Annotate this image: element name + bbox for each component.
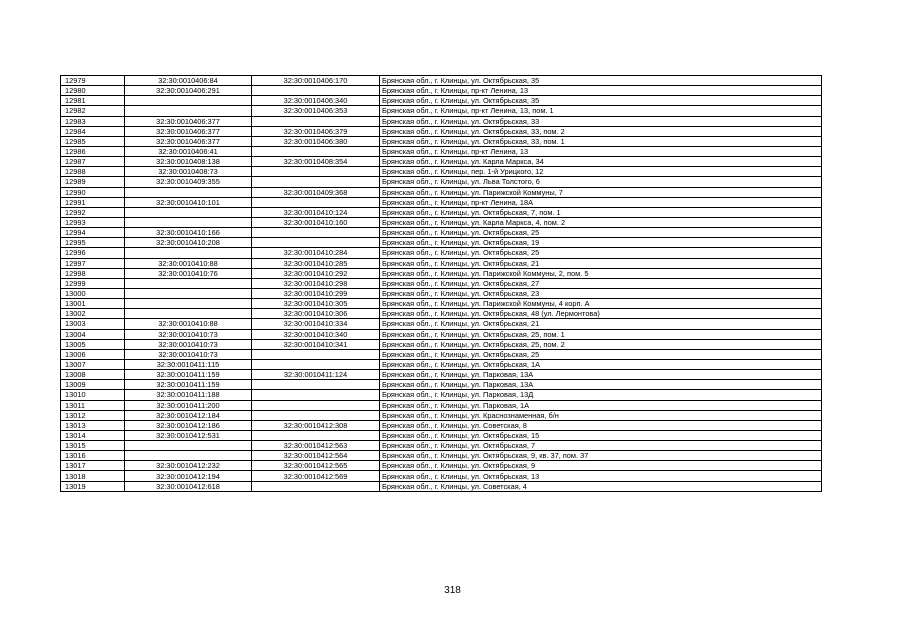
table-row: [61, 177, 822, 187]
land-cadastral-number-cell: 32:30:0010410:76: [125, 268, 252, 278]
building-cadastral-number-cell: 32:30:0010412:569: [252, 471, 380, 481]
building-cadastral-number-cell: 32:30:0010406:353: [252, 106, 380, 116]
record-number-cell: 12999: [61, 278, 125, 288]
address-cell: Брянская обл., г. Клинцы, ул. Октябрьская, 7: [380, 441, 822, 451]
record-number-cell: 13001: [61, 299, 125, 309]
record-number-cell: 13019: [61, 481, 125, 491]
record-number-cell: 12979: [61, 76, 125, 86]
record-number-cell: 12982: [61, 106, 125, 116]
address-cell: Брянская обл., г. Клинцы, ул. Советская, 8: [380, 420, 822, 430]
land-cadastral-number-cell: 32:30:0010408:138: [125, 157, 252, 167]
table-row: [61, 430, 822, 440]
table-row: [61, 86, 822, 96]
address-cell: Брянская обл., г. Клинцы, ул. Октябрьская, 7, пом. 1: [380, 207, 822, 217]
record-number-cell: 13013: [61, 420, 125, 430]
record-number-cell: 12980: [61, 86, 125, 96]
address-cell: Брянская обл., г. Клинцы, ул. Октябрьская, 9: [380, 461, 822, 471]
table-row: [61, 217, 822, 227]
land-cadastral-number-cell: [125, 248, 252, 258]
table-row: [61, 339, 822, 349]
table-row: [61, 410, 822, 420]
table-row: [61, 238, 822, 248]
land-cadastral-number-cell: 32:30:0010412:186: [125, 420, 252, 430]
address-cell: Брянская обл., г. Клинцы, пр-кт Ленина, 13: [380, 86, 822, 96]
land-cadastral-number-cell: [125, 187, 252, 197]
building-cadastral-number-cell: 32:30:0010406:340: [252, 96, 380, 106]
land-cadastral-number-cell: 32:30:0010408:73: [125, 167, 252, 177]
building-cadastral-number-cell: 32:30:0010410:284: [252, 248, 380, 258]
building-cadastral-number-cell: [252, 146, 380, 156]
record-number-cell: 12985: [61, 136, 125, 146]
address-cell: Брянская обл., г. Клинцы, ул. Октябрьская, 13: [380, 471, 822, 481]
record-number-cell: 12997: [61, 258, 125, 268]
table-row: [61, 309, 822, 319]
building-cadastral-number-cell: 32:30:0010412:563: [252, 441, 380, 451]
land-cadastral-number-cell: [125, 299, 252, 309]
record-number-cell: 13012: [61, 410, 125, 420]
land-cadastral-number-cell: [125, 207, 252, 217]
table-row: [61, 329, 822, 339]
building-cadastral-number-cell: 32:30:0010410:160: [252, 217, 380, 227]
table-row: [61, 299, 822, 309]
building-cadastral-number-cell: [252, 349, 380, 359]
record-number-cell: 13018: [61, 471, 125, 481]
table-row: [61, 157, 822, 167]
record-number-cell: 12987: [61, 157, 125, 167]
table-row: [61, 167, 822, 177]
record-number-cell: 12983: [61, 116, 125, 126]
address-cell: Брянская обл., г. Клинцы, пр-кт Ленина, 13, пом. 1: [380, 106, 822, 116]
land-cadastral-number-cell: 32:30:0010410:101: [125, 197, 252, 207]
record-number-cell: 12989: [61, 177, 125, 187]
building-cadastral-number-cell: 32:30:0010410:334: [252, 319, 380, 329]
building-cadastral-number-cell: [252, 238, 380, 248]
address-cell: Брянская обл., г. Клинцы, ул. Октябрьская, 27: [380, 278, 822, 288]
record-number-cell: 13011: [61, 400, 125, 410]
building-cadastral-number-cell: [252, 359, 380, 369]
address-cell: Брянская обл., г. Клинцы, ул. Октябрьская, 25, пом. 2: [380, 339, 822, 349]
building-cadastral-number-cell: 32:30:0010412:564: [252, 451, 380, 461]
table-row: [61, 359, 822, 369]
land-cadastral-number-cell: 32:30:0010406:377: [125, 126, 252, 136]
building-cadastral-number-cell: [252, 390, 380, 400]
address-cell: Брянская обл., г. Клинцы, ул. Парковая, 13Д: [380, 390, 822, 400]
table-row: [61, 420, 822, 430]
land-cadastral-number-cell: 32:30:0010410:88: [125, 319, 252, 329]
land-cadastral-number-cell: 32:30:0010406:377: [125, 116, 252, 126]
table-row: [61, 248, 822, 258]
land-cadastral-number-cell: 32:30:0010412:184: [125, 410, 252, 420]
land-cadastral-number-cell: 32:30:0010406:41: [125, 146, 252, 156]
building-cadastral-number-cell: [252, 400, 380, 410]
table-row: [61, 471, 822, 481]
record-number-cell: 13003: [61, 319, 125, 329]
table-row: [61, 288, 822, 298]
table-row: [61, 258, 822, 268]
address-cell: Брянская обл., г. Клинцы, пер. 1-й Урицкого, 12: [380, 167, 822, 177]
record-number-cell: 13002: [61, 309, 125, 319]
land-cadastral-number-cell: 32:30:0010410:88: [125, 258, 252, 268]
address-cell: Брянская обл., г. Клинцы, ул. Октябрьская, 9, кв. 37, пом. 37: [380, 451, 822, 461]
address-cell: Брянская обл., г. Клинцы, ул. Октябрьская, 33: [380, 116, 822, 126]
building-cadastral-number-cell: [252, 197, 380, 207]
address-cell: Брянская обл., г. Клинцы, ул. Парковая, 13А: [380, 380, 822, 390]
land-cadastral-number-cell: 32:30:0010406:291: [125, 86, 252, 96]
building-cadastral-number-cell: [252, 86, 380, 96]
building-cadastral-number-cell: 32:30:0010410:285: [252, 258, 380, 268]
address-cell: Брянская обл., г. Клинцы, ул. Парковая, 13А: [380, 370, 822, 380]
building-cadastral-number-cell: [252, 177, 380, 187]
address-cell: Брянская обл., г. Клинцы, ул. Парижской Коммуны, 2, пом. 5: [380, 268, 822, 278]
table-body: [61, 76, 822, 492]
building-cadastral-number-cell: [252, 380, 380, 390]
record-number-cell: 13000: [61, 288, 125, 298]
address-cell: Брянская обл., г. Клинцы, пр-кт Ленина, 13: [380, 146, 822, 156]
land-cadastral-number-cell: [125, 96, 252, 106]
address-cell: Брянская обл., г. Клинцы, ул. Октябрьская, 25: [380, 248, 822, 258]
land-cadastral-number-cell: 32:30:0010410:208: [125, 238, 252, 248]
land-cadastral-number-cell: 32:30:0010406:377: [125, 136, 252, 146]
record-number-cell: 12996: [61, 248, 125, 258]
table-row: [61, 481, 822, 491]
land-cadastral-number-cell: 32:30:0010412:232: [125, 461, 252, 471]
building-cadastral-number-cell: [252, 228, 380, 238]
record-number-cell: 13009: [61, 380, 125, 390]
record-number-cell: 12994: [61, 228, 125, 238]
page-number: 318: [444, 585, 461, 596]
building-cadastral-number-cell: [252, 481, 380, 491]
building-cadastral-number-cell: 32:30:0010411:124: [252, 370, 380, 380]
address-cell: Брянская обл., г. Клинцы, ул. Краснознаменная, б/н: [380, 410, 822, 420]
address-cell: Брянская обл., г. Клинцы, ул. Октябрьская, 33, пом. 2: [380, 126, 822, 136]
building-cadastral-number-cell: 32:30:0010412:565: [252, 461, 380, 471]
table-row: [61, 441, 822, 451]
record-number-cell: 12993: [61, 217, 125, 227]
land-cadastral-number-cell: 32:30:0010406:84: [125, 76, 252, 86]
record-number-cell: 13005: [61, 339, 125, 349]
land-cadastral-number-cell: 32:30:0010411:188: [125, 390, 252, 400]
land-cadastral-number-cell: 32:30:0010412:194: [125, 471, 252, 481]
land-cadastral-number-cell: 32:30:0010411:115: [125, 359, 252, 369]
record-number-cell: 12986: [61, 146, 125, 156]
record-number-cell: 13004: [61, 329, 125, 339]
land-cadastral-number-cell: [125, 106, 252, 116]
address-cell: Брянская обл., г. Клинцы, ул. Октябрьская, 48 (ул. Лермонтова): [380, 309, 822, 319]
address-cell: Брянская обл., г. Клинцы, ул. Октябрьская, 19: [380, 238, 822, 248]
table-row: [61, 96, 822, 106]
record-number-cell: 12998: [61, 268, 125, 278]
record-number-cell: 12981: [61, 96, 125, 106]
table-row: [61, 319, 822, 329]
table-row: [61, 207, 822, 217]
building-cadastral-number-cell: 32:30:0010410:341: [252, 339, 380, 349]
address-cell: Брянская обл., г. Клинцы, ул. Карла Маркса, 4, пом. 2: [380, 217, 822, 227]
record-number-cell: 13007: [61, 359, 125, 369]
table-row: [61, 451, 822, 461]
record-number-cell: 13010: [61, 390, 125, 400]
building-cadastral-number-cell: 32:30:0010410:299: [252, 288, 380, 298]
table-row: [61, 370, 822, 380]
address-cell: Брянская обл., г. Клинцы, ул. Октябрьская, 23: [380, 288, 822, 298]
record-number-cell: 13014: [61, 430, 125, 440]
table-row: [61, 116, 822, 126]
land-cadastral-number-cell: [125, 278, 252, 288]
record-number-cell: 12984: [61, 126, 125, 136]
record-number-cell: 12991: [61, 197, 125, 207]
land-cadastral-number-cell: [125, 217, 252, 227]
building-cadastral-number-cell: [252, 410, 380, 420]
table-row: [61, 228, 822, 238]
record-number-cell: 13016: [61, 451, 125, 461]
land-cadastral-number-cell: 32:30:0010410:166: [125, 228, 252, 238]
address-cell: Брянская обл., г. Клинцы, ул. Октябрьская, 35: [380, 76, 822, 86]
land-cadastral-number-cell: 32:30:0010411:200: [125, 400, 252, 410]
address-cell: Брянская обл., г. Клинцы, ул. Октябрьская, 21: [380, 258, 822, 268]
address-cell: Брянская обл., г. Клинцы, ул. Парковая, 1А: [380, 400, 822, 410]
address-cell: Брянская обл., г. Клинцы, ул. Карла Маркса, 34: [380, 157, 822, 167]
address-cell: Брянская обл., г. Клинцы, ул. Парижской Коммуны, 7: [380, 187, 822, 197]
record-number-cell: 13006: [61, 349, 125, 359]
building-cadastral-number-cell: [252, 430, 380, 440]
address-cell: Брянская обл., г. Клинцы, ул. Советская, 4: [380, 481, 822, 491]
table-row: [61, 390, 822, 400]
land-cadastral-number-cell: 32:30:0010410:73: [125, 329, 252, 339]
table-row: [61, 278, 822, 288]
address-cell: Брянская обл., г. Клинцы, ул. Октябрьская, 25: [380, 228, 822, 238]
building-cadastral-number-cell: 32:30:0010410:124: [252, 207, 380, 217]
building-cadastral-number-cell: 32:30:0010410:298: [252, 278, 380, 288]
table-row: [61, 76, 822, 86]
building-cadastral-number-cell: 32:30:0010408:354: [252, 157, 380, 167]
table-row: [61, 197, 822, 207]
building-cadastral-number-cell: 32:30:0010406:380: [252, 136, 380, 146]
address-cell: Брянская обл., г. Клинцы, ул. Парижской Коммуны, 4 корп. А: [380, 299, 822, 309]
table-row: [61, 126, 822, 136]
land-cadastral-number-cell: 32:30:0010410:73: [125, 339, 252, 349]
table-row: [61, 268, 822, 278]
land-cadastral-number-cell: 32:30:0010411:159: [125, 370, 252, 380]
land-cadastral-number-cell: [125, 288, 252, 298]
land-cadastral-number-cell: [125, 309, 252, 319]
land-cadastral-number-cell: 32:30:0010412:618: [125, 481, 252, 491]
address-cell: Брянская обл., г. Клинцы, ул. Октябрьская, 21: [380, 319, 822, 329]
record-number-cell: 13017: [61, 461, 125, 471]
building-cadastral-number-cell: 32:30:0010410:306: [252, 309, 380, 319]
building-cadastral-number-cell: 32:30:0010406:379: [252, 126, 380, 136]
building-cadastral-number-cell: 32:30:0010412:308: [252, 420, 380, 430]
building-cadastral-number-cell: [252, 167, 380, 177]
table-row: [61, 187, 822, 197]
record-number-cell: 12988: [61, 167, 125, 177]
address-cell: Брянская обл., г. Клинцы, ул. Октябрьская, 33, пом. 1: [380, 136, 822, 146]
land-cadastral-number-cell: 32:30:0010411:159: [125, 380, 252, 390]
address-cell: Брянская обл., г. Клинцы, ул. Льва Толстого, 6: [380, 177, 822, 187]
building-cadastral-number-cell: [252, 116, 380, 126]
record-number-cell: 12992: [61, 207, 125, 217]
table-row: [61, 380, 822, 390]
table-row: [61, 461, 822, 471]
land-cadastral-number-cell: [125, 451, 252, 461]
land-cadastral-number-cell: [125, 441, 252, 451]
land-cadastral-number-cell: 32:30:0010410:73: [125, 349, 252, 359]
property-register-table: [60, 75, 822, 492]
record-number-cell: 13008: [61, 370, 125, 380]
address-cell: Брянская обл., г. Клинцы, ул. Октябрьская, 25, пом. 1: [380, 329, 822, 339]
record-number-cell: 13015: [61, 441, 125, 451]
table-row: [61, 136, 822, 146]
table-row: [61, 349, 822, 359]
building-cadastral-number-cell: 32:30:0010410:340: [252, 329, 380, 339]
building-cadastral-number-cell: 32:30:0010410:292: [252, 268, 380, 278]
land-cadastral-number-cell: 32:30:0010409:355: [125, 177, 252, 187]
building-cadastral-number-cell: 32:30:0010410:305: [252, 299, 380, 309]
address-cell: Брянская обл., г. Клинцы, ул. Октябрьская, 25: [380, 349, 822, 359]
table-row: [61, 400, 822, 410]
record-number-cell: 12995: [61, 238, 125, 248]
table-row: [61, 146, 822, 156]
address-cell: Брянская обл., г. Клинцы, ул. Октябрьская, 1А: [380, 359, 822, 369]
address-cell: Брянская обл., г. Клинцы, ул. Октябрьская, 35: [380, 96, 822, 106]
record-number-cell: 12990: [61, 187, 125, 197]
building-cadastral-number-cell: 32:30:0010409:368: [252, 187, 380, 197]
address-cell: Брянская обл., г. Клинцы, ул. Октябрьская, 15: [380, 430, 822, 440]
address-cell: Брянская обл., г. Клинцы, пр-кт Ленина, 18А: [380, 197, 822, 207]
building-cadastral-number-cell: 32:30:0010406:170: [252, 76, 380, 86]
land-cadastral-number-cell: 32:30:0010412:531: [125, 430, 252, 440]
table-row: [61, 106, 822, 116]
